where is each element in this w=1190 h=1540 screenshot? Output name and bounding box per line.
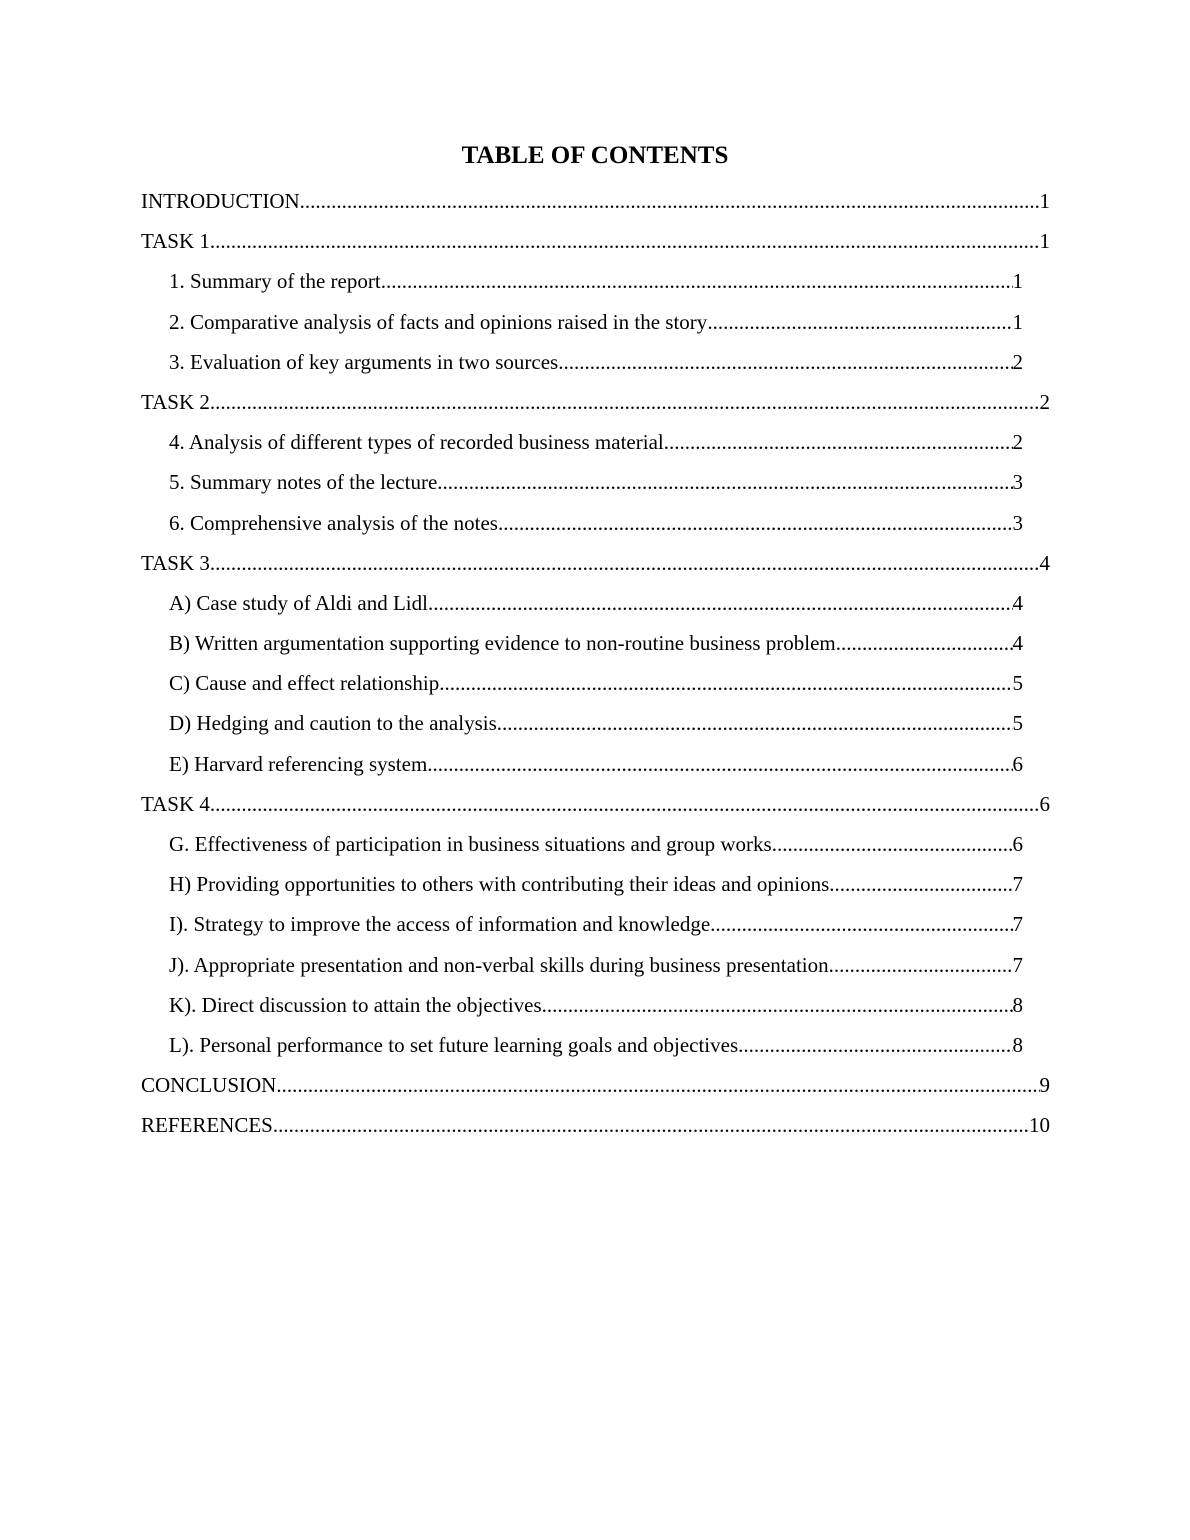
toc-entry[interactable] <box>169 465 1023 505</box>
dot-leader <box>439 666 1012 700</box>
dot-leader <box>210 224 1040 258</box>
toc-entry[interactable] <box>169 626 1023 666</box>
toc-page-number: 10 <box>1029 1113 1050 1138</box>
toc-entry-label: 4. Analysis of different types of recorded business material <box>169 430 664 455</box>
toc-entry[interactable] <box>141 1108 1050 1148</box>
toc-entry[interactable] <box>169 305 1023 345</box>
toc-entry[interactable] <box>169 425 1023 465</box>
dot-leader <box>497 706 1013 740</box>
toc-page-number: 6 <box>1012 751 1023 776</box>
dot-leader <box>772 827 1013 861</box>
toc-entry[interactable] <box>141 1068 1050 1108</box>
toc-entry-label: CONCLUSION <box>141 1073 277 1098</box>
dot-leader <box>836 626 1013 660</box>
dot-leader <box>210 546 1040 580</box>
toc-entry-label: TASK 2 <box>141 389 210 414</box>
toc-entry[interactable] <box>169 706 1023 746</box>
toc-entry-label: TASK 3 <box>141 550 210 575</box>
toc-entry-label: H) Providing opportunities to others with contributing their ideas and opinions <box>169 872 830 897</box>
toc-entry-label: 5. Summary notes of the lecture <box>169 470 438 495</box>
dot-leader <box>427 747 1012 781</box>
dot-leader <box>210 385 1040 419</box>
toc-entry-label: 1. Summary of the report <box>169 269 381 294</box>
toc-page-number: 2 <box>1012 349 1023 374</box>
toc-entry[interactable] <box>141 184 1050 224</box>
dot-leader <box>542 988 1013 1022</box>
toc-entry[interactable] <box>169 586 1023 626</box>
dot-leader <box>498 506 1013 540</box>
toc-entry[interactable] <box>169 827 1023 867</box>
toc-entry-label: TASK 4 <box>141 791 210 816</box>
toc-entry-label: C) Cause and effect relationship <box>169 671 440 696</box>
toc-page-number: 4 <box>1012 631 1023 656</box>
toc-page-number: 7 <box>1012 912 1023 937</box>
toc-entry-label: I). Strategy to improve the access of information and knowledge <box>169 912 711 937</box>
toc-entry-label: INTRODUCTION <box>141 189 300 213</box>
toc-entry[interactable] <box>169 948 1023 988</box>
dot-leader <box>437 465 1012 499</box>
toc-entry[interactable] <box>169 345 1023 385</box>
toc-list <box>0 184 1190 1149</box>
toc-page-number: 6 <box>1012 832 1023 856</box>
dot-leader <box>210 787 1040 821</box>
toc-entry-label: REFERENCES <box>141 1113 273 1138</box>
toc-entry-label: 2. Comparative analysis of facts and opinions raised in the story <box>169 309 708 334</box>
dot-leader <box>829 948 1013 982</box>
dot-leader <box>381 264 1013 298</box>
toc-entry[interactable] <box>169 988 1023 1028</box>
toc-entry[interactable] <box>141 224 1050 264</box>
toc-entry[interactable] <box>169 867 1023 907</box>
toc-page-number: 3 <box>1012 470 1023 495</box>
toc-entry[interactable] <box>169 506 1023 546</box>
toc-entry-label: L). Personal performance to set future learning goals and objectives <box>169 1032 739 1057</box>
toc-page-number: 1 <box>1012 309 1023 334</box>
toc-entry-label: K). Direct discussion to attain the objectives <box>169 992 542 1017</box>
dot-leader <box>829 867 1012 901</box>
toc-page-number: 6 <box>1039 791 1050 816</box>
toc-entry-label: E) Harvard referencing system <box>169 751 428 776</box>
dot-leader <box>428 586 1013 620</box>
toc-entry-label: TASK 1 <box>141 229 210 254</box>
toc-page-number: 5 <box>1012 711 1023 736</box>
toc-entry[interactable] <box>141 385 1050 425</box>
toc-entry-label: B) Written argumentation supporting evidence to non-routine business problem <box>169 631 836 656</box>
toc-page-number: 1 <box>1039 229 1050 254</box>
toc-page-number: 4 <box>1012 590 1023 615</box>
toc-page-number: 2 <box>1012 430 1023 455</box>
toc-page-number: 8 <box>1012 992 1023 1017</box>
toc-page-number: 5 <box>1012 671 1023 696</box>
dot-leader <box>738 1028 1012 1062</box>
toc-page-number: 9 <box>1039 1073 1050 1098</box>
toc-entry[interactable] <box>169 747 1023 787</box>
dot-leader <box>273 1108 1029 1142</box>
toc-entry[interactable] <box>169 1028 1023 1068</box>
toc-page-number: 4 <box>1039 550 1050 575</box>
dot-leader <box>710 907 1012 941</box>
toc-entry-label: 6. Comprehensive analysis of the notes <box>169 510 498 535</box>
toc-entry[interactable] <box>169 666 1023 706</box>
toc-entry-label: 3. Evaluation of key arguments in two sources <box>169 349 559 374</box>
dot-leader <box>664 425 1013 459</box>
toc-page-number: 7 <box>1012 872 1023 897</box>
toc-entry-label: D) Hedging and caution to the analysis <box>169 711 497 736</box>
toc-entry[interactable] <box>169 264 1023 304</box>
toc-entry[interactable] <box>169 907 1023 947</box>
toc-page-number: 7 <box>1012 952 1023 977</box>
toc-entry[interactable] <box>141 546 1050 586</box>
dot-leader <box>558 345 1012 379</box>
toc-page-number: 1 <box>1012 269 1023 294</box>
toc-page-number: 1 <box>1039 189 1050 213</box>
toc-entry[interactable] <box>141 787 1050 827</box>
toc-title: TABLE OF CONTENTS <box>461 142 729 169</box>
toc-page-number: 8 <box>1012 1032 1023 1057</box>
toc-page-number: 3 <box>1012 510 1023 535</box>
dot-leader <box>300 184 1040 218</box>
toc-entry-label: A) Case study of Aldi and Lidl <box>169 590 428 615</box>
dot-leader <box>707 305 1012 339</box>
toc-entry-label: J). Appropriate presentation and non-verbal skills during business presentation <box>169 952 829 977</box>
toc-page-number: 2 <box>1039 389 1050 414</box>
dot-leader <box>276 1068 1039 1102</box>
toc-entry-label: G. Effectiveness of participation in business situations and group works <box>169 832 772 856</box>
